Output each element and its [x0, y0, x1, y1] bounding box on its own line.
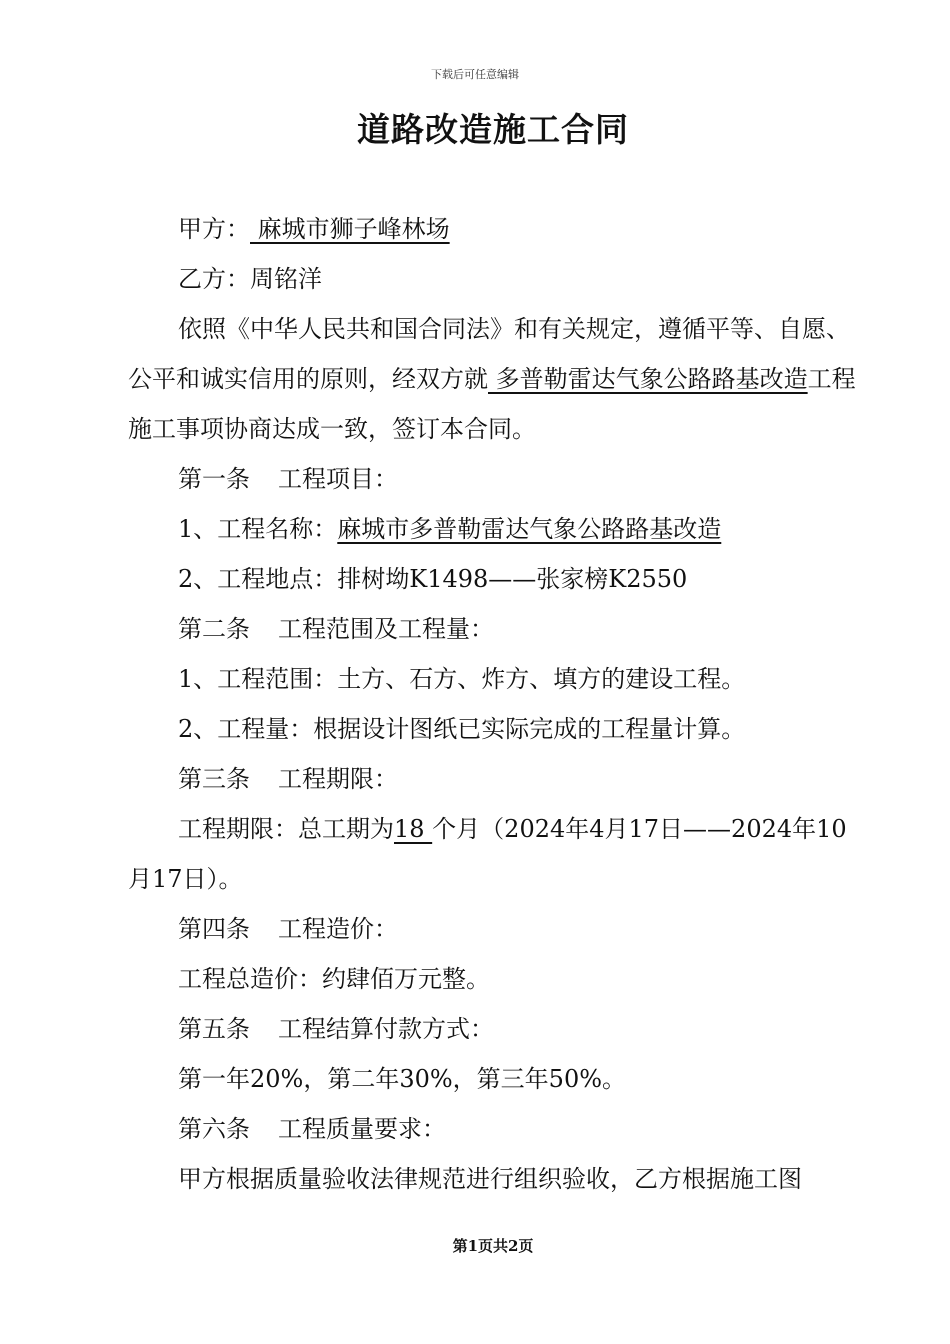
party-b-label: 乙方： — [178, 265, 250, 293]
article-number: 第四条 — [178, 915, 250, 943]
duration-after: 个月（2024年4月17日——2024年10月17日）。 — [128, 815, 847, 893]
article-title: 工程质量要求： — [278, 1115, 446, 1143]
document-title: 道路改造施工合同 — [357, 110, 629, 149]
payment-schedule-line: 第一年20%，第二年30%，第三年50%。 — [178, 1065, 627, 1093]
project-site-line: 2、工程地点：排树坳K1498——张家榜K2550 — [178, 565, 688, 593]
party-a-label: 甲方： — [178, 215, 250, 243]
page-number: 第1页共2页 — [452, 1237, 534, 1255]
scope-line: 1、工程范围：土方、石方、炸方、填方的建设工程。 — [178, 665, 746, 693]
contract-body — [128, 204, 858, 1204]
article-number: 第三条 — [178, 765, 250, 793]
article-title: 工程范围及工程量： — [278, 615, 494, 643]
article-4-heading — [128, 904, 858, 954]
duration-before: 工程期限：总工期为 — [178, 815, 394, 843]
article-title: 工程造价： — [278, 915, 398, 943]
article-5-heading — [128, 1004, 858, 1054]
party-b-name: 周铭洋 — [250, 265, 322, 293]
quality-requirement-line: 甲方根据质量验收法律规范进行组织验收，乙方根据施工图 — [178, 1165, 802, 1193]
article-3-heading — [128, 754, 858, 804]
article-number: 第五条 — [178, 1015, 250, 1043]
project-name-line — [128, 504, 858, 554]
duration-months: 18 — [394, 815, 433, 843]
party-b-line — [128, 254, 858, 304]
article-number: 第六条 — [178, 1115, 250, 1143]
preamble-after: 工程施工事项协商达成一致，签订本合同。 — [128, 365, 856, 443]
article-2-heading — [128, 604, 858, 654]
article-title: 工程项目： — [278, 465, 398, 493]
duration-paragraph — [128, 804, 858, 904]
preamble-paragraph — [128, 304, 858, 454]
article-title: 工程期限： — [278, 765, 398, 793]
project-name-value: 麻城市多普勒雷达气象公路路基改造 — [337, 515, 722, 543]
article-1-heading — [128, 454, 858, 504]
party-a-line — [128, 204, 858, 254]
party-a-name: 麻城市狮子峰林场 — [250, 215, 450, 243]
preamble-before: 依照《中华人民共和国合同法》和有关规定，遵循平等、自愿、公平和诚实信用的原则，经双方就 — [128, 315, 850, 393]
project-name-label: 1、工程名称： — [178, 515, 338, 543]
preamble-project-name: 多普勒雷达气象公路路基改造 — [488, 365, 808, 393]
header-note: 下载后可任意编辑 — [431, 68, 519, 81]
article-6-heading — [128, 1104, 858, 1154]
article-number: 第二条 — [178, 615, 250, 643]
total-cost-line: 工程总造价：约肆佰万元整。 — [178, 965, 490, 993]
article-number: 第一条 — [178, 465, 250, 493]
article-title: 工程结算付款方式： — [278, 1015, 494, 1043]
quantity-line: 2、工程量：根据设计图纸已实际完成的工程量计算。 — [178, 715, 746, 743]
